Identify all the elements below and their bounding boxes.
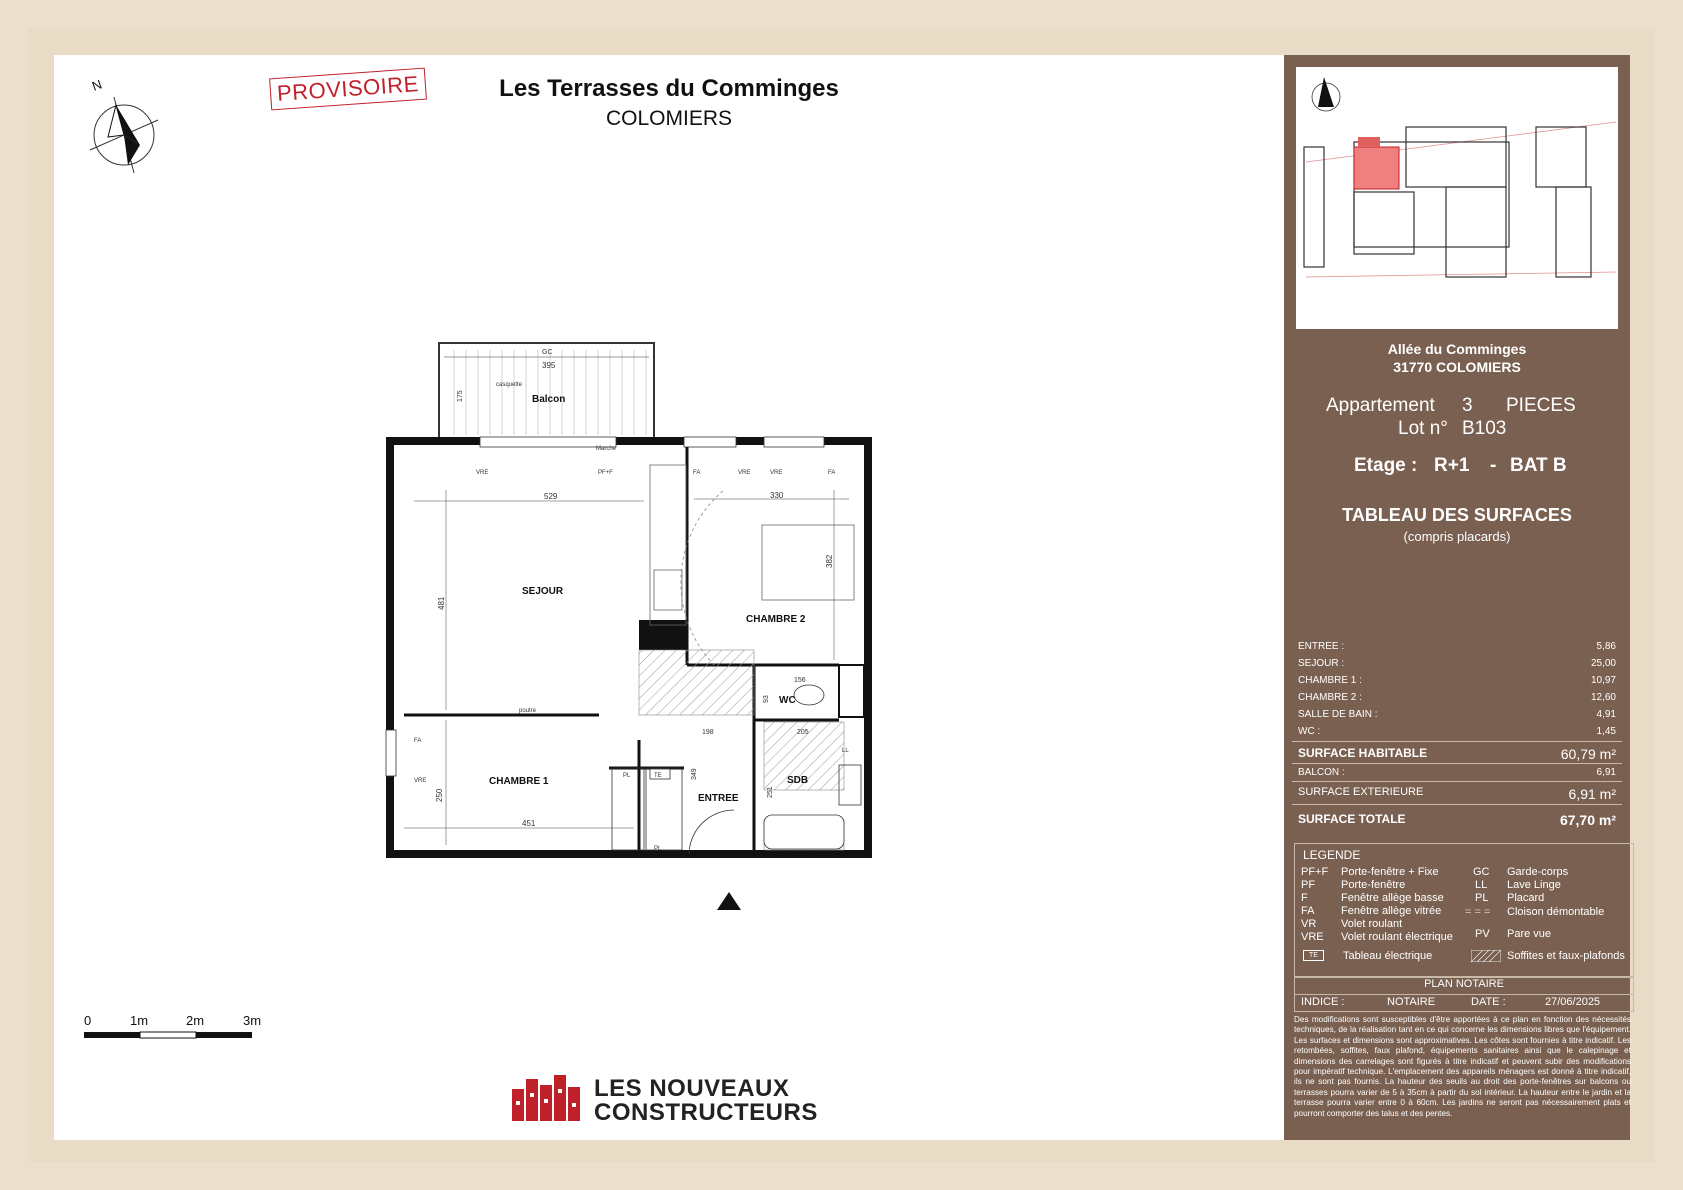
surface-habitable-label: SURFACE HABITABLE [1298, 746, 1428, 760]
brand-line-2: CONSTRUCTEURS [594, 1099, 818, 1126]
surface-row-wc [1292, 726, 1622, 737]
legend-code: = = = [1465, 906, 1491, 918]
surface-habitable-value: 60,79 m² [1560, 746, 1616, 762]
key-plan [1296, 67, 1618, 329]
sejour-height-dim: 481 [437, 596, 446, 610]
sejour-width-dim: 529 [544, 492, 558, 501]
address-line-1: Allée du Comminges [1387, 341, 1527, 357]
balcony-width-dim: 395 [542, 361, 556, 370]
surface-row-entree [1292, 641, 1622, 652]
etage-value: R+1 [1434, 455, 1470, 476]
legend-text: Placard [1507, 892, 1545, 904]
surfaces-title: TABLEAU DES SURFACES [1342, 505, 1572, 525]
provisional-stamp: PROVISOIRE [269, 68, 427, 111]
legend-code: LL [1475, 879, 1488, 891]
surface-label: CHAMBRE 1 : [1298, 675, 1362, 686]
legend-box [1294, 843, 1634, 977]
legend-text: Fenêtre allège vitrée [1341, 905, 1442, 917]
surface-label: BALCON : [1298, 767, 1345, 778]
mark-poutre: poutre [519, 708, 537, 714]
entree-width-dim: 198 [702, 729, 714, 736]
mark-vre-2: VRE [738, 470, 751, 476]
surface-exterieure-row [1292, 786, 1622, 802]
indice-row [1294, 994, 1634, 1012]
sdb-height-dim: 251 [767, 786, 774, 798]
sejour-label: SEJOUR [522, 586, 564, 597]
scale-label-3: 3m [243, 1013, 262, 1028]
apt-pieces: PIECES [1506, 395, 1576, 416]
entrance-arrow-icon [717, 892, 741, 910]
legend-text: Volet roulant [1341, 918, 1403, 930]
legend-soffites-text: Soffites et faux-plafonds [1507, 950, 1625, 962]
brand-name [594, 1077, 818, 1125]
legend-code: VRE [1301, 931, 1324, 943]
mark-pff: PF+F [598, 470, 613, 476]
mark-fa-3: FA [414, 738, 422, 744]
entree-height-dim: 349 [691, 768, 698, 780]
legend-code: PF [1301, 879, 1316, 891]
indice-label: INDICE : [1301, 996, 1345, 1008]
mark-ll: LL [842, 748, 849, 754]
surfaces-subtitle: (compris placards) [1403, 529, 1511, 544]
mark-vre-4: VRE [414, 778, 427, 784]
legend-text: Pare vue [1507, 928, 1552, 940]
legend-text: Volet roulant électrique [1341, 931, 1453, 943]
surface-label: ENTREE : [1298, 641, 1345, 652]
chambre2-label: CHAMBRE 2 [746, 614, 806, 625]
surface-totale-row [1292, 812, 1622, 828]
wc-height-dim: 93 [763, 695, 770, 703]
surface-totale-value: 67,70 m² [1559, 812, 1616, 828]
casquette-label: casquette [496, 382, 523, 388]
surface-row-balcon [1292, 767, 1622, 778]
legend-code: FA [1301, 905, 1315, 917]
surface-value: 10,97 [1590, 675, 1616, 686]
surface-value: 12,60 [1590, 692, 1616, 703]
north-compass-icon [76, 75, 176, 175]
balcony-height-dim: 175 [457, 390, 464, 402]
mark-vre-3: VRE [770, 470, 783, 476]
outer-walls [390, 441, 868, 854]
surface-label: SALLE DE BAIN : [1298, 709, 1378, 720]
mark-pl-2: PL [654, 846, 662, 852]
legend-title: LEGENDE [1303, 848, 1361, 862]
date-value: 27/06/2025 [1545, 996, 1601, 1008]
etage-label: Etage : [1354, 455, 1418, 476]
surface-row-chambre2 [1292, 692, 1622, 703]
date-label: DATE : [1471, 996, 1506, 1008]
legend-code: PF+F [1301, 866, 1329, 878]
ch1-width-dim: 451 [522, 819, 536, 828]
sdb-label: SDB [787, 775, 809, 786]
surface-habitable-row [1292, 746, 1622, 762]
disclaimer-text: Des modifications sont susceptibles d'être apportées à ce plan en fonction des nécessités techniques, de la réalisation tant en ce qui concerne les dimensions libres que l'équipement. Les surfaces et dimensions sont approximatives. Les côtes sont fournies à titre indicatif. Les retombées, soffites, faux plafond, équipements sanitaires ainsi que le calepinage et dimensions des carrelages sont figurés à titre indicatif et peuvent subir des modifications pour impératif technique. L'emplacement des appareils ménagers est donné à titre indicatif, ils ne sont pas fournis. La hauteur des seuils au droit des porte-fenêtres sur balcons ou terrasses pourra varier de 5 à 35cm à partir du sol intérieur. La hauteur entre le jardin et la terrasse pourra varier entre 0 à 60cm. Les jardins ne seront pas nécessairement plats et pourront comporter des talus et des pentes. [1294, 1015, 1631, 1118]
project-title: Les Terrasses du Comminges [499, 75, 839, 102]
legend-code: PL [1475, 892, 1489, 904]
surface-value: 6,91 [1596, 767, 1616, 778]
indice-value: NOTAIRE [1387, 996, 1436, 1008]
legend-text: Cloison démontable [1507, 906, 1605, 918]
legend-code: VR [1301, 918, 1317, 930]
lot-label: Lot n° [1398, 418, 1448, 439]
legend-text: Lave Linge [1507, 879, 1561, 891]
surface-value: 1,45 [1596, 726, 1616, 737]
brand-line-1: LES NOUVEAUX [594, 1075, 790, 1102]
lot-value: B103 [1462, 418, 1507, 439]
legend-text: Porte-fenêtre [1341, 879, 1406, 891]
surface-value: 25,00 [1590, 658, 1616, 669]
mark-pl-1: PL [623, 773, 631, 779]
surface-value: 4,91 [1596, 709, 1616, 720]
legend-te-text: Tableau électrique [1343, 950, 1433, 962]
north-label: N [89, 76, 104, 94]
surface-label: WC : [1298, 726, 1321, 737]
surface-value: 5,86 [1596, 641, 1616, 652]
balcony-label: Balcon [532, 394, 566, 405]
surface-exterieure-value: 6,91 m² [1568, 786, 1616, 802]
marche-label: Marche [596, 446, 617, 452]
surface-label: SEJOUR : [1298, 658, 1345, 669]
surface-totale-label: SURFACE TOTALE [1298, 812, 1406, 826]
brand-logo-icon [510, 1073, 590, 1128]
project-city: COLOMIERS [605, 107, 733, 130]
scale-label-0: 0 [84, 1013, 92, 1028]
plan-sheet [54, 55, 1284, 1140]
highlighted-lot [1354, 147, 1399, 189]
legend-te-box: TE [1303, 950, 1324, 961]
hatch-swatch-icon [1471, 950, 1501, 962]
legend-text: Garde-corps [1507, 866, 1569, 878]
scale-label-1: 1m [130, 1013, 149, 1028]
scale-bar [80, 1010, 280, 1050]
legend-code: F [1301, 892, 1308, 904]
scale-label-2: 2m [186, 1013, 205, 1028]
sdb-width-dim: 205 [797, 729, 809, 736]
ch2-height-dim: 382 [825, 554, 834, 568]
floor-plan [384, 320, 1004, 980]
apt-label: Appartement [1326, 395, 1435, 416]
legend-code: GC [1473, 866, 1490, 878]
legend-text: Fenêtre allège basse [1341, 892, 1444, 904]
address-line-2: 31770 COLOMIERS [1393, 359, 1521, 375]
plan-notaire: PLAN NOTAIRE [1294, 977, 1634, 995]
surface-exterieure-label: SURFACE EXTERIEURE [1298, 786, 1424, 798]
legend-code: PV [1475, 928, 1490, 940]
entree-label: ENTREE [698, 793, 739, 804]
ch1-height-dim: 250 [435, 788, 444, 802]
apt-rooms: 3 [1462, 395, 1473, 416]
balcony-gc-label: GC [542, 349, 553, 356]
ch2-width-dim: 330 [770, 491, 784, 500]
mark-vre-1: VRE [476, 470, 489, 476]
mark-fa-1: FA [693, 470, 701, 476]
legend-text: Porte-fenêtre + Fixe [1341, 866, 1439, 878]
surface-row-chambre1 [1292, 675, 1622, 686]
etage-dash: - [1490, 455, 1497, 476]
bat-value: BAT B [1510, 455, 1567, 476]
key-plan-map [1296, 67, 1618, 329]
wc-width-dim: 156 [794, 677, 806, 684]
mark-fa-2: FA [828, 470, 836, 476]
info-sidebar [1284, 55, 1630, 1140]
chambre1-label: CHAMBRE 1 [489, 776, 549, 787]
surface-label: CHAMBRE 2 : [1298, 692, 1362, 703]
surface-row-sejour [1292, 658, 1622, 669]
mark-te: TE [654, 773, 662, 779]
surface-row-sdb [1292, 709, 1622, 720]
wc-label: WC [779, 695, 796, 706]
